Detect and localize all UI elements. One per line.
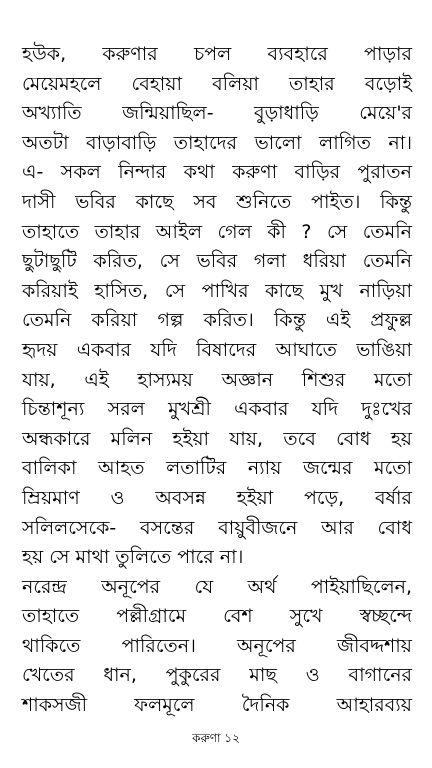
text-line: অখ্যাতি জন্মিয়াছিল- বুড়াধাড়ি মেয়ে'র bbox=[22, 102, 412, 125]
text-line: বালিকা আহত লতাটির ন্যায় জন্মের মতো bbox=[22, 457, 412, 480]
text-line: সলিলসেকে- বসন্তের বায়ুবীজনে আর বোধ bbox=[22, 516, 412, 539]
text-body bbox=[22, 40, 412, 721]
text-line: তাহাতে পল্লীগ্রামে বেশ সুখে স্বচ্ছন্দে bbox=[22, 605, 412, 628]
paragraph bbox=[22, 40, 412, 573]
text-line: দাসী ভবির কাছে সব শুনিতে পাইত। কিন্তু bbox=[22, 190, 412, 213]
text-line: ম্রিয়মাণ ও অবসন্ন হইয়া পড়ে, বর্ষার bbox=[22, 486, 412, 509]
text-line: শাকসজী ফলমূলে দৈনিক আহারব্যয় bbox=[22, 694, 412, 717]
text-line: মেয়েমহলে বেহায়া বলিয়া তাহার বড়োই bbox=[22, 72, 412, 95]
text-line: এ- সকল নিন্দার কথা করুণা বাড়ির পুরাতন bbox=[22, 161, 412, 184]
text-line: যায়, এই হাস্যময় অজ্ঞান শিশুর মতো bbox=[22, 368, 412, 391]
text-line: করিয়াই হাসিত, সে পাখির কাছে মুখ নাড়িয়া bbox=[22, 279, 412, 302]
text-line: নরেন্দ্র অনূপের যে অর্থ পাইয়াছিলেন, bbox=[22, 575, 412, 598]
text-line: থাকিতে পারিতেন। অনূপের জীবদ্দশায় bbox=[22, 634, 412, 657]
text-line: খেতের ধান, পুকুরের মাছ ও বাগানের bbox=[22, 664, 412, 687]
text-line: হউক, করুণার চপল ব্যবহারে পাড়ার bbox=[22, 43, 412, 65]
text-line: ছুটাছুটি করিত, সে ভবির গলা ধরিয়া তেমনি bbox=[22, 250, 412, 273]
text-line: চিন্তাশূন্য সরল মুখশ্রী একবার যদি দুঃখের bbox=[22, 398, 412, 421]
text-line: হৃদয় একবার যদি বিষাদের আঘাতে ভাঙিয়া bbox=[22, 338, 412, 361]
text-line: অতটা বাড়াবাড়ি তাহাদের ভালো লাগিত না। bbox=[22, 131, 412, 154]
text-line: হয় সে মাথা তুলিতে পারে না। bbox=[22, 546, 244, 569]
text-line: অন্ধকারে মলিন হইয়া যায়, তবে বোধ হয় bbox=[22, 427, 412, 450]
text-line: তেমনি করিয়া গল্প করিত। কিন্তু এই প্রফুল্ল bbox=[22, 309, 412, 332]
page-footer: করুণা ১২ bbox=[192, 731, 240, 745]
paragraph bbox=[22, 573, 412, 721]
text-line: তাহাতে তাহার আইল গেল কী ? সে তেমনি bbox=[22, 220, 412, 243]
